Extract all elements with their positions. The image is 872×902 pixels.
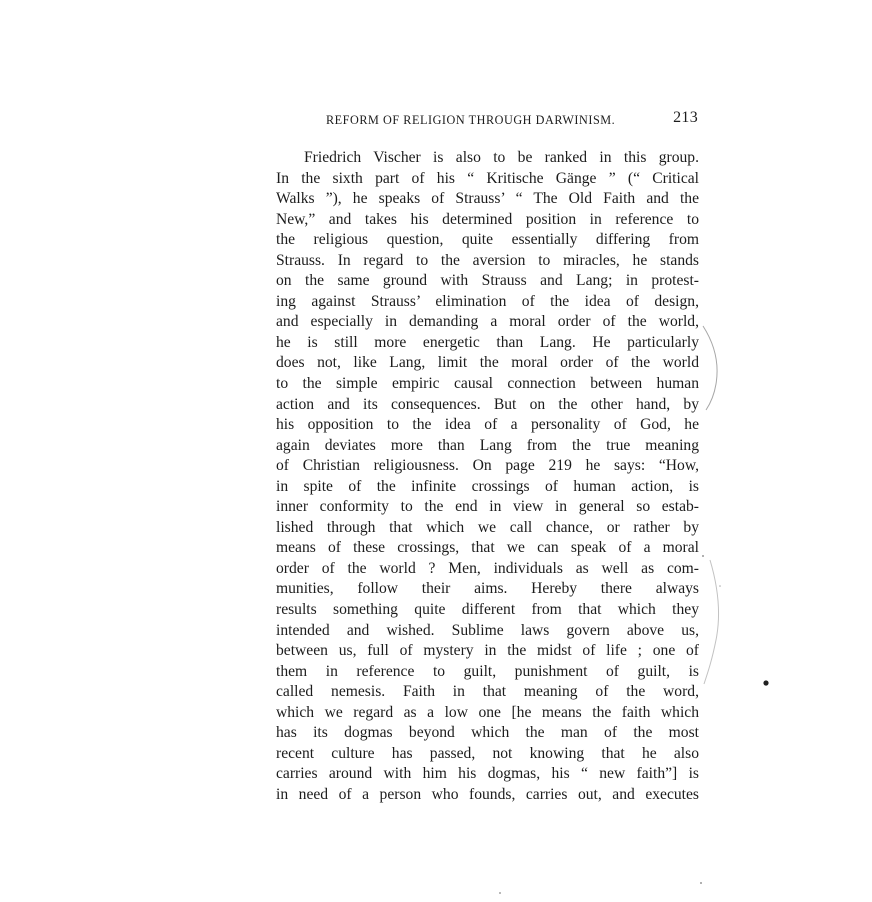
text-line: in need of a person who founds, carries out, and executes [276,785,699,803]
text-line: action and its consequences. But on the other hand, by [276,395,699,413]
text-line: on the same ground with Strauss and Lang; in protest- [276,272,699,290]
text-line: has its dogmas beyond which the man of the most [276,724,699,742]
page-number: 213 [673,109,698,126]
text-line: recent culture has passed, not knowing that he also [276,744,699,762]
text-line: between us, full of mystery in the midst of life ; one of [276,642,699,660]
ink-speck [719,585,721,587]
text-line: intended and wished. Sublime laws govern above us, [276,621,699,639]
running-head-title: REFORM OF RELIGION THROUGH DARWINISM. [326,113,616,127]
text-line: means of these crossings, that we can speak of a moral [276,539,699,557]
text-line: inner conformity to the end in view in general so estab- [276,498,699,516]
text-line: Friedrich Vischer is also to be ranked in this group. [304,149,699,166]
running-head [326,111,698,131]
text-line: order of the world ? Men, individuals as well as com- [276,559,699,577]
text-line: called nemesis. Faith in that meaning of the word, [276,683,699,701]
text-line: and especially in demanding a moral order of the world, [276,313,699,331]
text-line: he is still more energetic than Lang. He particularly [276,333,699,351]
text-line: the religious question, quite essentially differing from [276,231,699,249]
text-line: them in reference to guilt, punishment of guilt, is [276,662,699,680]
text-line: his opposition to the idea of a personality of God, he [276,416,699,434]
text-line: again deviates more than Lang from the true meaning [276,436,699,454]
text-line: munities, follow their aims. Hereby there always [276,580,699,598]
text-line: lished through that which we call chance, or rather by [276,518,699,536]
text-line: to the simple empiric causal connection between human [276,375,699,393]
text-line: Strauss. In regard to the aversion to miracles, he stands [276,251,699,269]
ink-speck [702,555,704,557]
text-line: In the sixth part of his “ Kritische Gänge ” (“ Critical [276,169,699,187]
ink-speck [763,680,768,685]
margin-bracket-upper [703,326,717,410]
text-line: carries around with him his dogmas, his “ new faith”] is [276,765,699,783]
text-line: does not, like Lang, limit the moral order of the world [276,354,699,372]
ink-speck [700,882,702,884]
margin-bracket-lower [704,560,718,684]
text-line: in spite of the infinite crossings of human action, is [276,477,699,495]
text-line: New,” and takes his determined position in reference to [276,210,699,228]
body-text [276,148,699,806]
text-line: of Christian religiousness. On page 219 he says: “How, [276,457,699,475]
ink-speck [499,892,501,894]
text-line: Walks ”), he speaks of Strauss’ “ The Old Faith and the [276,190,699,208]
text-line: which we regard as a low one [he means the faith which [276,703,699,721]
text-line: ing against Strauss’ elimination of the idea of design, [276,292,699,310]
text-line: results something quite different from that which they [276,601,699,619]
